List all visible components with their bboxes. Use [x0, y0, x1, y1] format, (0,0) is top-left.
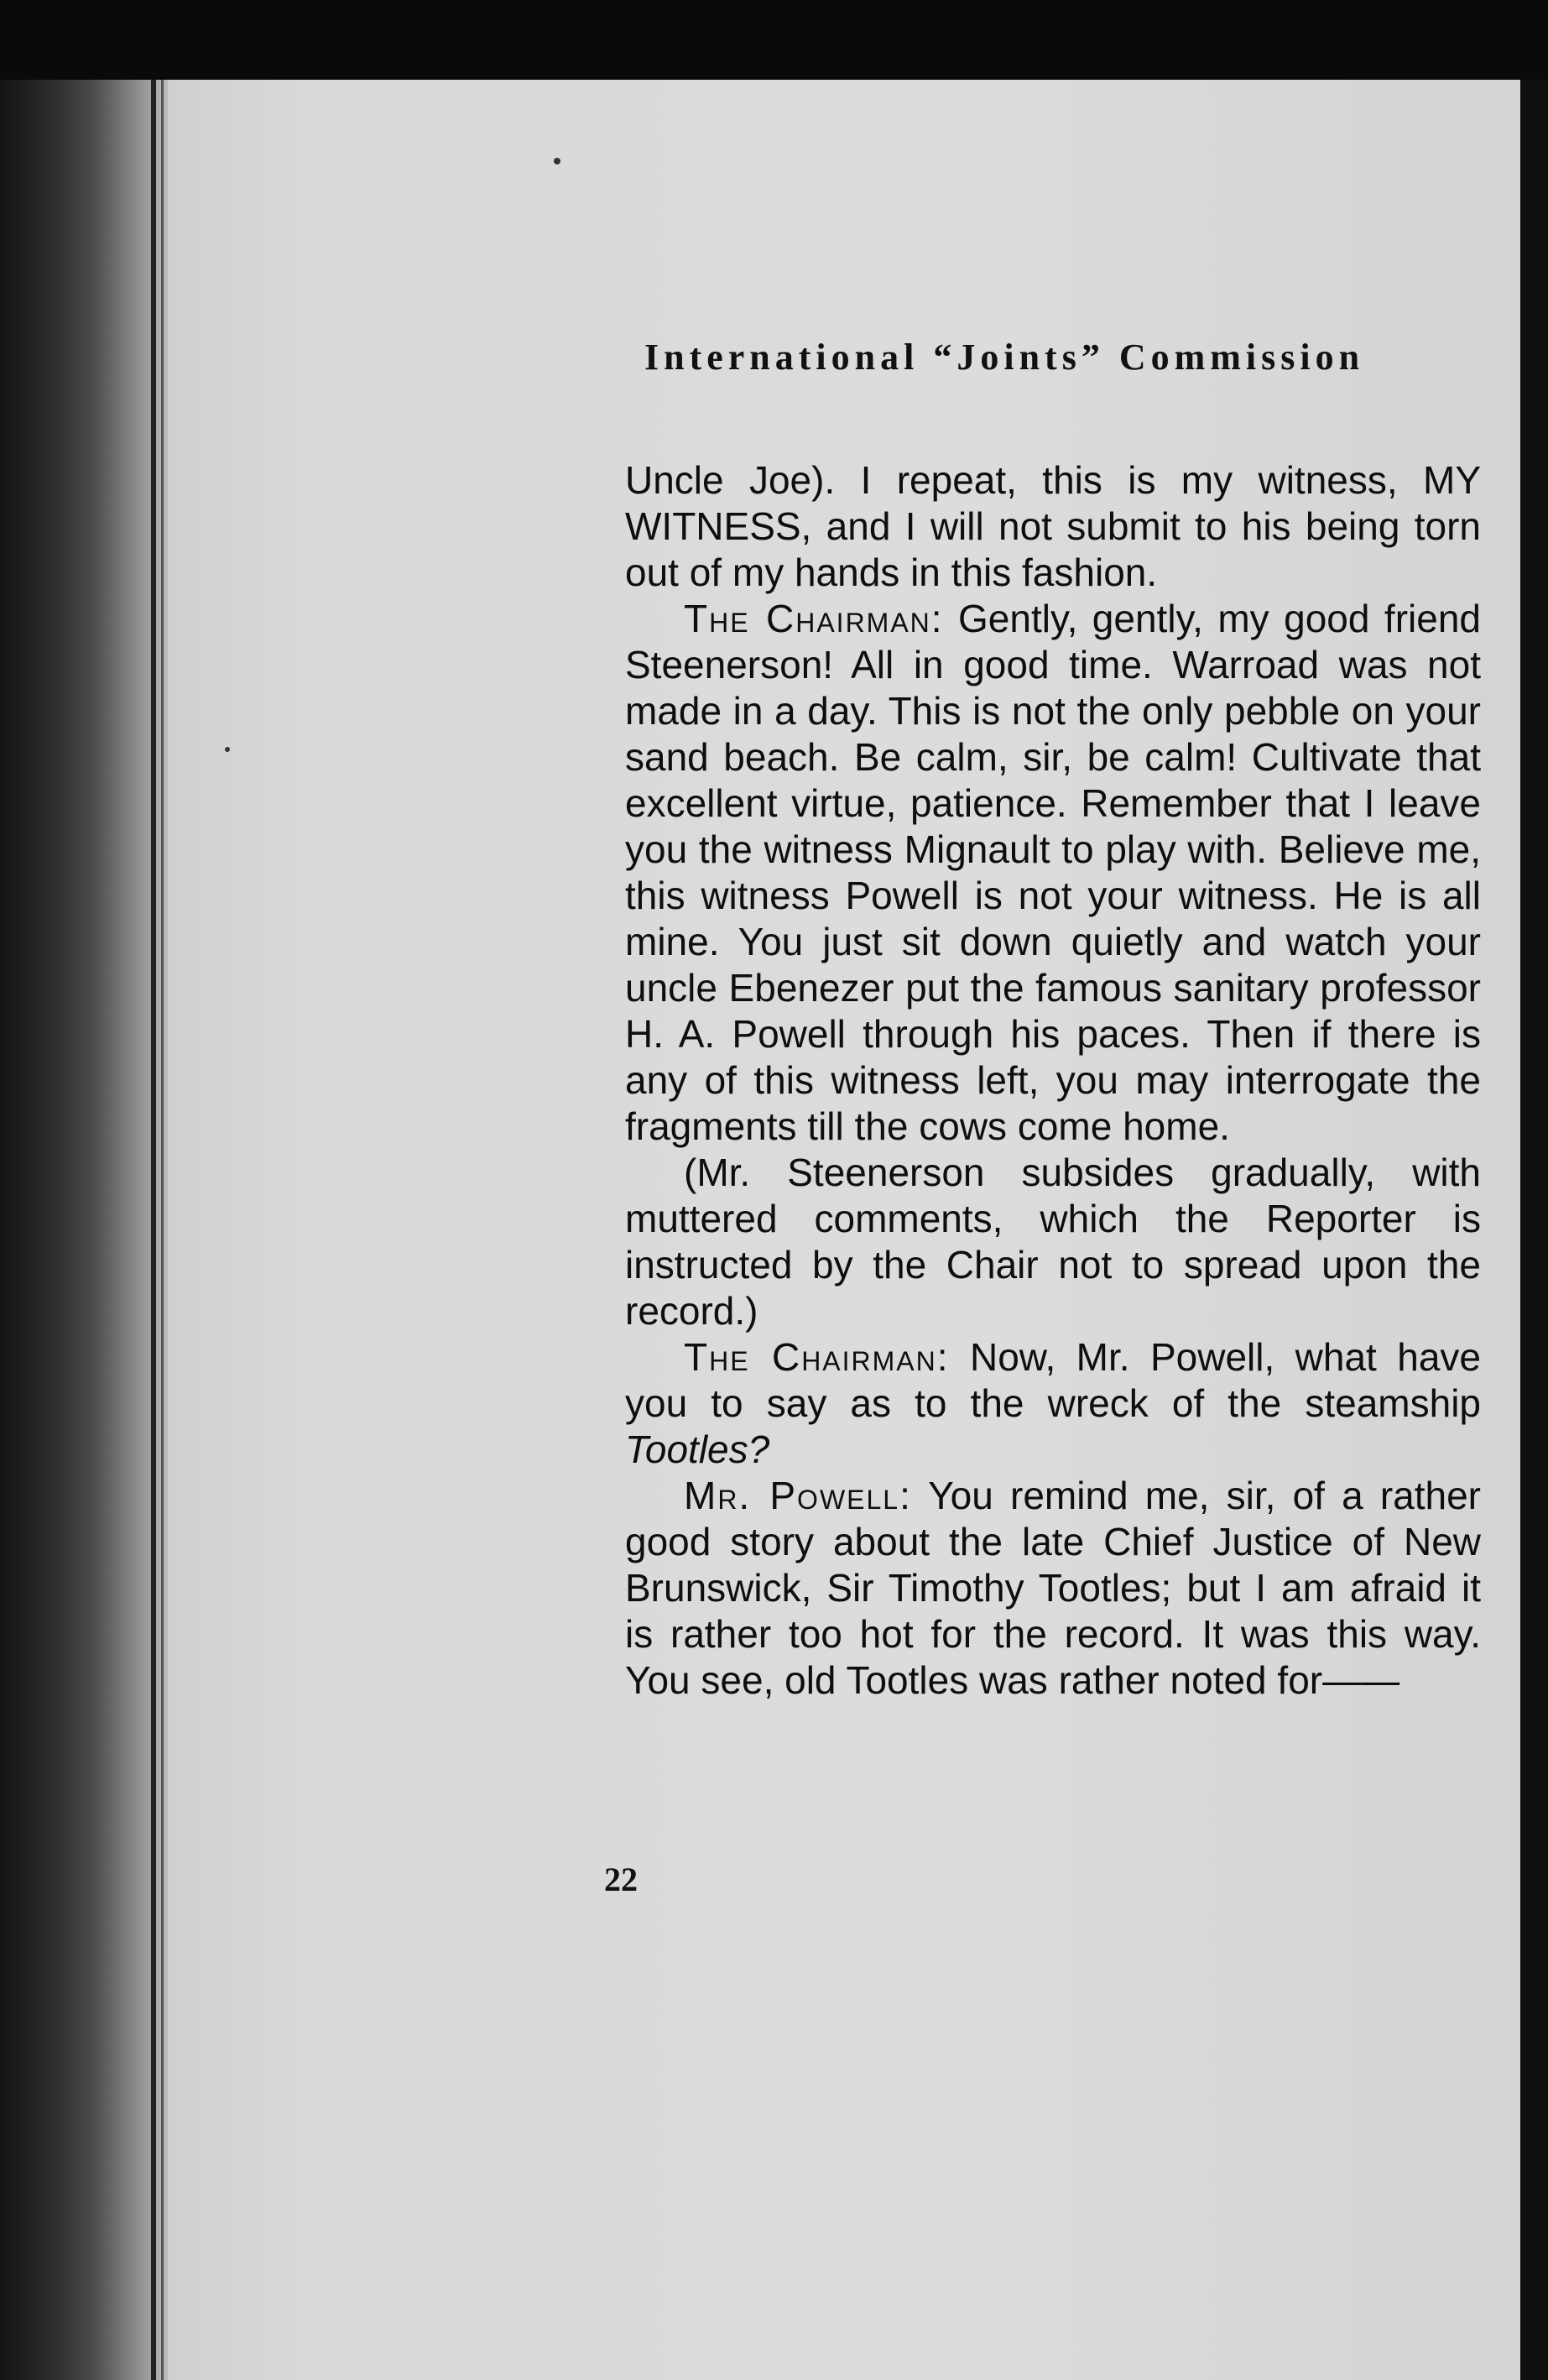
ship-name: Tootles?	[625, 1427, 770, 1471]
speaker-label: The Chairman:	[684, 597, 944, 640]
speaker-label: The Chairman:	[684, 1335, 950, 1379]
paragraph	[625, 1150, 1481, 1334]
speaker-label: Mr. Powell:	[684, 1474, 912, 1517]
paragraph	[625, 1473, 1481, 1704]
page-edge-right	[1520, 80, 1548, 2380]
page-number: 22	[604, 1861, 638, 1898]
book-gutter	[0, 80, 168, 2380]
paragraph-text: Now, Mr. Powell, what have you to say as to the wreck of the steamship	[625, 1335, 1481, 1425]
paragraph	[625, 596, 1481, 1150]
dust-speck	[225, 747, 230, 752]
paragraph	[625, 1334, 1481, 1473]
dust-speck	[554, 158, 560, 164]
paragraph	[625, 457, 1481, 596]
running-head: International “Joints” Commission	[644, 337, 1365, 378]
scan-border-top	[0, 0, 1548, 80]
paragraph-text: (Mr. Steenerson subsides gradually, with muttered comments, which the Reporter is instructed by the Chair not to spread upon the record.)	[625, 1151, 1481, 1333]
paragraph-text: Uncle Joe). I repeat, this is my witness, MY WITNESS, and I will not submit to his being torn out of my hands in this fashion.	[625, 458, 1481, 594]
body-text	[625, 457, 1481, 1704]
paragraph-text: You remind me, sir, of a rather good story about the late Chief Justice of New Brunswick, Sir Timothy Tootles; but I am afraid it is rather too hot for the record. It was this way. You see, old Tootles was rather noted for——	[625, 1474, 1482, 1702]
gutter-line	[161, 80, 164, 2380]
gutter-line	[151, 80, 156, 2380]
paragraph-text: Gently, gently, my good friend Steenerson! All in good time. Warroad was not made in a day. This is not the only pebble on your sand beach. Be calm, sir, be calm! Cultivate that excellent virtue, patience. Remember that I leave you the witness Mignault to play with. Believe me, this witness Powell is not your witness. He is all mine. You just sit down quietly and watch your uncle Ebenezer put the famous sanitary professor H. A. Powell through his paces. Then if there is any of this witness left, you may interrogate the fragments till the cows come home.	[625, 597, 1481, 1148]
